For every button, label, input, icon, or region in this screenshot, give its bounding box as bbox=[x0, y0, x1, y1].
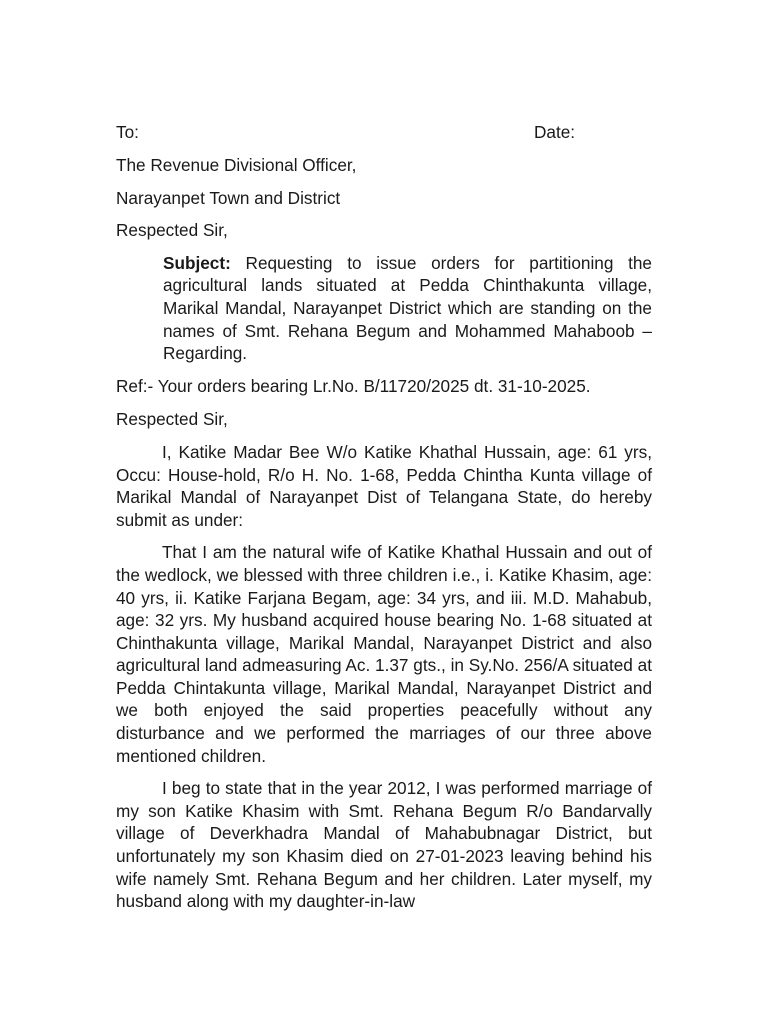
reference-line: Ref:- Your orders bearing Lr.No. B/11720/2025 dt. 31-10-2025. bbox=[116, 375, 591, 396]
letter-header bbox=[116, 121, 652, 143]
subject-block bbox=[163, 252, 652, 365]
recipient-title: The Revenue Divisional Officer, bbox=[116, 155, 357, 175]
salutation: Respected Sir, bbox=[116, 220, 228, 241]
body-paragraph: I beg to state that in the year 2012, I was performed marriage of my son Katike Khasim with Smt. Rehana Begum R/o Bandarvally village of Deverkhadra Mandal of Mahabubnagar District, but unfortunately my son Khasim died on 27-01-2023 leaving behind his wife namely Smt. Rehana Begum and her children. Later myself, my husband along with my daughter-in-law bbox=[116, 778, 652, 912]
subject-label: Subject: bbox=[163, 252, 231, 273]
to-label: To: bbox=[116, 122, 139, 142]
recipient-location: Narayanpet Town and District bbox=[116, 187, 341, 208]
body-paragraph: I, Katike Madar Bee W/o Katike Khathal Hussain, age: 61 yrs, Occu: House-hold, R/o H. No. 1-68, Pedda Chintha Kunta village of Marikal Mandal of Narayanpet Dist of Telangana State, do hereby submit as under: bbox=[116, 441, 652, 530]
letter-page bbox=[116, 121, 652, 923]
salutation-second: Respected Sir, bbox=[116, 409, 228, 430]
subject-text: Requesting to issue orders for partitioning the agricultural lands situated at Pedda Chinthakunta village, Marikal Mandal, Narayanpet District which are standing on the names of Smt. Rehana Begum and Mohammed Mahaboob – Regarding. bbox=[163, 252, 652, 364]
body-paragraph: That I am the natural wife of Katike Khathal Hussain and out of the wedlock, we blessed with three children i.e., i. Katike Khasim, age: 40 yrs, ii. Katike Farjana Begam, age: 34 yrs, and iii. M.D. Mahabub, age: 32 yrs. My husband acquired house bearing No. 1-68 situated at Chinthakunta village, Marikal Mandal, Narayanpet District and also agricultural land admeasuring Ac. 1.37 gts., in Sy.No. 256/A situated at Pedda Chintakunta village, Marikal Mandal, Narayanpet District and we both enjoyed the said properties peacefully without any disturbance and we performed the marriages of our three above mentioned children. bbox=[116, 542, 652, 766]
date-label: Date: bbox=[534, 122, 576, 142]
